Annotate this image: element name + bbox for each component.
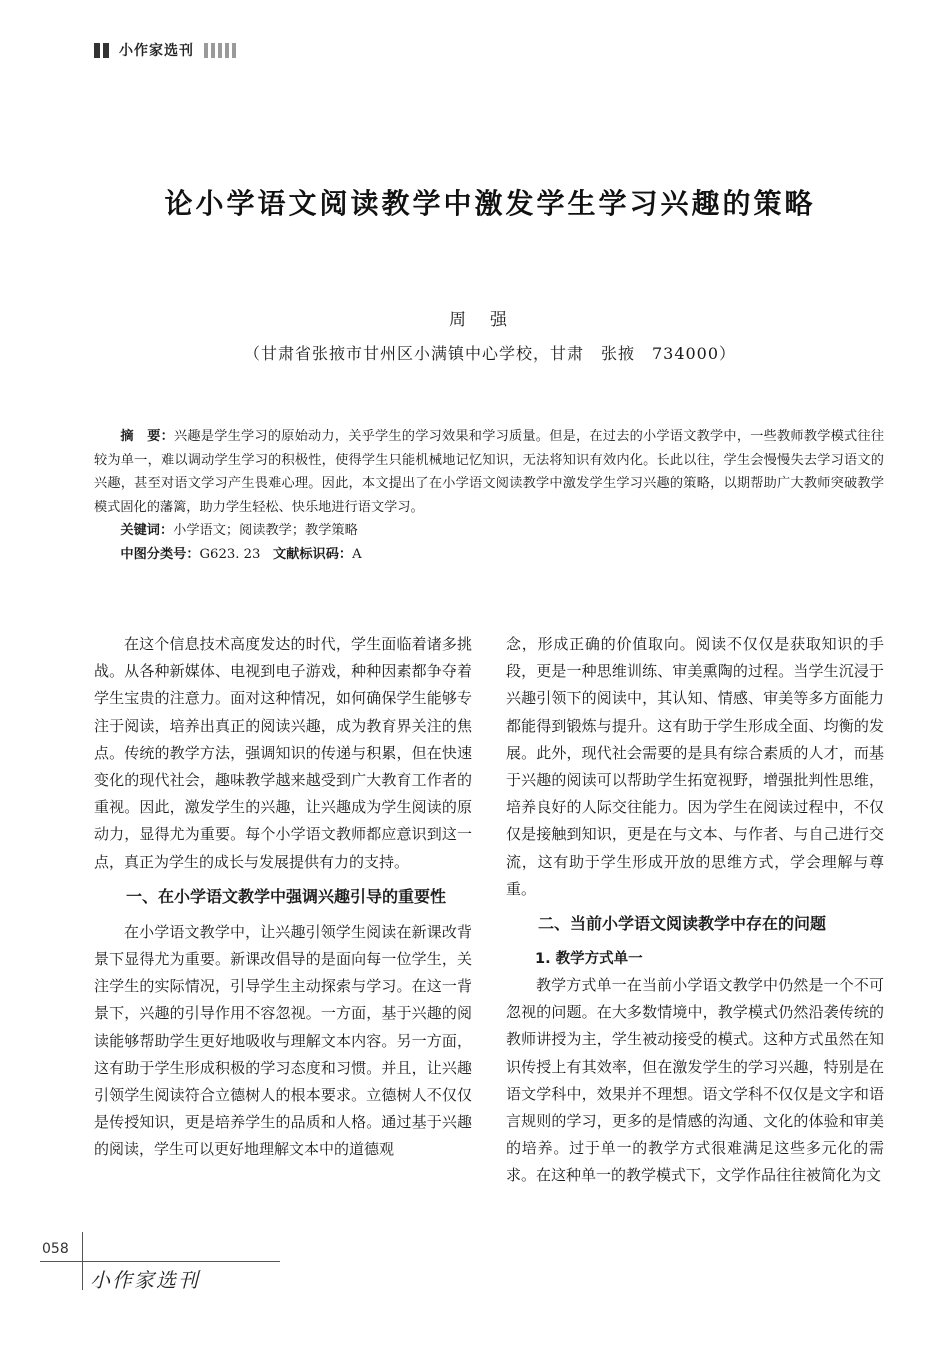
footer-journal-logo: 小作家选刊 — [90, 1268, 200, 1292]
header-bar-mark — [204, 43, 208, 58]
section-heading-2: 二、当前小学语文阅读教学中存在的问题 — [538, 914, 827, 934]
body-column-right — [506, 631, 884, 1190]
article-author: 周强 — [449, 310, 531, 330]
keywords — [94, 519, 884, 543]
abstract-text: 兴趣是学生学习的原始动力，关乎学生的学习效果和学习质量。但是，在过去的小学语文教学中，一些教师教学模式往往较为单一，难以调动学生学习的积极性，使得学生只能机械地记忆知识，无法将知识有效内化。长此以往，学生会慢慢失去学习语文的兴趣，甚至对语文学习产生畏难心理。因此，本文提出了在小学语文阅读教学中激发学生学习兴趣的策略，以期帮助广大教师突破教学模式固化的藩篱，助力学生轻松、快乐地进行语文学习。 — [94, 429, 885, 515]
clc-label: 中图分类号： — [120, 546, 200, 562]
doc-code-value: A — [352, 546, 362, 562]
doc-code-label: 文献标识码： — [272, 546, 353, 562]
footer-vertical-divider — [82, 1232, 83, 1290]
header-bar-mark — [225, 43, 229, 58]
header-bar-mark — [218, 43, 222, 58]
journal-header — [94, 40, 239, 60]
abstract — [94, 425, 884, 519]
article-title: 论小学语文阅读教学中激发学生学习兴趣的策略 — [164, 187, 816, 220]
header-bar-mark — [232, 43, 236, 58]
page-number: 058 — [42, 1241, 69, 1257]
body-column-left — [94, 631, 472, 1164]
abstract-label: 摘 要： — [120, 429, 174, 444]
keywords-text: 小学语文；阅读教学；教学策略 — [173, 523, 358, 538]
section1-continuation: 念，形成正确的价值取向。阅读不仅仅是获取知识的手段，更是一种思维训练、审美熏陶的过程。当学生沉浸于兴趣引领下的阅读中，其认知、情感、审美等多方面能力都能得到锻炼与提升。这有助于学生形成全面、均衡的发展。此外，现代社会需要的是具有综合素质的人才，而基于兴趣的阅读可以帮助学生拓宽视野，增强批判性思维，培养良好的人际交往能力。因为学生在阅读过程中，不仅仅是接触到知识，更是在与文本、与作者、与自己进行交流，这有助于学生形成开放的思维方式，学会理解与尊重。 — [506, 635, 884, 898]
author-affiliation: （甘肃省张掖市甘州区小满镇中心学校，甘肃 张掖 734000） — [243, 344, 737, 363]
header-bar-mark — [103, 43, 109, 58]
keywords-label: 关键词： — [120, 523, 174, 538]
intro-paragraph: 在这个信息技术高度发达的时代，学生面临着诸多挑战。从各种新媒体、电视到电子游戏，种种因素都争夺着学生宝贵的注意力。面对这种情况，如何确保学生能够专注于阅读，培养出真正的阅读兴趣，成为教育界关注的焦点。传统的教学方法，强调知识的传递与积累，但在快速变化的现代社会，趣味教学越来越受到广大教育工作者的重视。因此，激发学生的兴趣，让兴趣成为学生阅读的原动力，显得尤为重要。每个小学语文教师都应意识到这一点，真正为学生的成长与发展提供有力的支持。 — [94, 635, 472, 871]
abstract-block — [94, 425, 884, 566]
section1-paragraph: 在小学语文教学中，让兴趣引领学生阅读在新课改背景下显得尤为重要。新课改倡导的是面向每一位学生，关注学生的实际情况，引导学生主动探索与学习。在这一背景下，兴趣的引导作用不容忽视。一方面，基于兴趣的阅读能够帮助学生更好地吸收与理解文本内容。另一方面，这有助于学生形成积极的学习态度和习惯。并且，让兴趣引领学生阅读符合立德树人的根本要求。立德树人不仅仅是传授知识，更是培养学生的品质和人格。通过基于兴趣的阅读，学生可以更好地理解文本中的道德观 — [94, 922, 472, 1159]
subsection-heading-1: 1. 教学方式单一 — [535, 951, 643, 968]
subsection1-paragraph: 教学方式单一在当前小学语文教学中仍然是一个不可忽视的问题。在大多数情境中，教学模式仍然沿袭传统的教师讲授为主，学生被动接受的模式。这种方式虽然在知识传授上有其效率，但在激发学生的学习兴趣，特别是在语文学科中，效果并不理想。语文学科不仅仅是文字和语言规则的学习，更多的是情感的沟通、文化的体验和审美的培养。过于单一的教学方式很难满足这些多元化的需求。在这种单一的教学模式下，文学作品往往被简化为文 — [506, 976, 884, 1185]
classification — [94, 543, 884, 567]
header-bar-mark — [211, 43, 215, 58]
journal-name: 小作家选刊 — [119, 43, 194, 59]
section-heading-1: 一、在小学语文教学中强调兴趣引导的重要性 — [126, 886, 447, 906]
footer-divider — [40, 1261, 280, 1262]
header-bar-mark — [94, 43, 100, 58]
clc-value: G623. 23 — [199, 546, 261, 562]
